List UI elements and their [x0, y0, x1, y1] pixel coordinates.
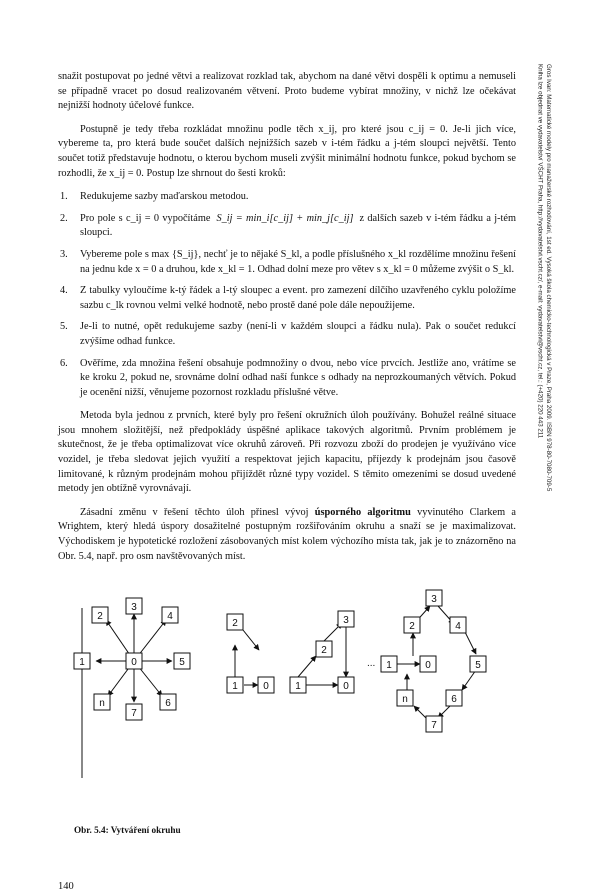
- cycle-node-label: n: [402, 694, 408, 705]
- small-b-node-label: 0: [343, 681, 349, 692]
- bold-term: úsporného algoritmu: [314, 506, 411, 518]
- figure-route-building: [70, 578, 510, 818]
- star-node-label: 1: [79, 657, 85, 668]
- star-node-label: 0: [131, 657, 137, 668]
- step-item: 5. Je-li to nutné, opět redukujeme sazby (není-li v každém sloupci a řádku nula). Pak o součet redukcí zvýšíme odhad funkce.: [60, 321, 516, 347]
- small-b-node-label: 1: [295, 681, 301, 692]
- step-item: 6. Ověříme, zda množina řešení obsahuje podmnožiny o dvou, nebo více prvcích. Jestliže ano, vrátíme se ke kroku 2, pokud ne, srovnáme dolní odhad naší funkce s odhady na neprozkoumaných větvích. Pokud je ocenění nižší, věnujeme pozornost rozkladu příslušné větve.: [60, 357, 516, 398]
- paragraph-1: snažit postupovat po jedné větvi a realizovat rozklad tak, abychom na dané větvi dospěli k optimu a nemuseli se případně vracet po dosud realizovaném větvení. Proto budeme vybírat množiny, v nichž lze očekávat nejnižší hodnoty účelové funkce.: [58, 71, 516, 112]
- small-a-node-label: 2: [232, 618, 238, 629]
- formula: S_ij = min_i[c_ij] + min_j[c_ij]: [216, 212, 354, 224]
- ellipsis: ...: [367, 658, 376, 669]
- paragraph-3: Metoda byla jednou z prvních, které byly pro řešení okružních úloh používány. Bohužel reálné situace jsou mnohem složitější, než předpoklády úspěšné aplikace takových algoritmů. Prvním problémem je skutečnost, že je třeba optimalizovat více okruhů zároveň. Při rozvozu zboží do prodejen je využíváno více vozidel, je třeba sledovat jejich využití a respektovat jejich kapacitu, příjezdy k prodejnám jsou časově limitované, k různým prodejnám mohou přijíždět různé typy vozidel. S těmito omezeními se dosud uvedené metody jen obtížně vyrovnávají.: [58, 410, 516, 495]
- star-node-label: 7: [131, 708, 137, 719]
- step-item: 3. Vybereme pole s max {S_ij}, nechť je to nějaké S_kl, a podle příslušného x_kl rozdělíme množinu řešení na jednu kde x = 0 a druhou, kde x_kl = 1. Odhad dolní meze pro větev s x_kl = 0 můžeme zvýšit o S_kl.: [60, 248, 516, 275]
- cycle-node-label: 1: [386, 660, 392, 671]
- page-body: [58, 70, 516, 573]
- cycle-node-label: 3: [431, 594, 437, 605]
- star-node-label: n: [99, 698, 105, 709]
- paragraph-2: Postupně je tedy třeba rozkládat množinu podle těch x_ij, pro které jsou c_ij = 0. Je-li jich více, vybereme ta, pro která bude součet dalších nejnižších sazeb v i-tém řádku a j-tém sloupci největší. Tento součet totiž představuje hodnotu, o kterou bychom museli zvýšit minimální hodnotu funkce, pokud bychom se rozhodli, že x_ij = 0. Postup lze shrnout do šesti kroků:: [58, 123, 516, 179]
- figure-caption: Obr. 5.4: Vytváření okruhu: [74, 825, 181, 835]
- small-b-node-label: 3: [343, 615, 349, 626]
- small-b-node-label: 2: [321, 645, 327, 656]
- small-a-node-label: 0: [263, 681, 269, 692]
- step-item: 1. Redukujeme sazby maďarskou metodou.: [60, 191, 249, 203]
- cycle-node-label: 5: [475, 660, 481, 671]
- cycle-node-label: 0: [425, 660, 431, 671]
- side-note: [535, 64, 552, 491]
- star-node-label: 3: [131, 602, 137, 613]
- star-node-label: 2: [97, 611, 103, 622]
- page-number: 140: [58, 881, 74, 892]
- paragraph-4: Zásadní změnu v řešení těchto úloh přinesl vývoj úsporného algoritmu vyvinutého Clarkem a Wrightem, který hledá úspory dosažitelné postupným rozšiřováním okruhu a snaží se je maximalizovat. Východiskem je hypotetické rozložení zásobovaných míst kolem výchozího místa tak, jak je to znázorněno na Obr. 5.4, např. pro osm navštěvovaných míst.: [58, 506, 516, 562]
- steps-list: [58, 190, 516, 400]
- cycle-node-label: 4: [455, 621, 461, 632]
- star-node-label: 6: [165, 698, 171, 709]
- step-item: 4. Z tabulky vyloučíme k-tý řádek a l-tý sloupec a event. pro zamezení dílčího uzavřeného cyklu položíme sazbu c_lk rovnou velmi velké hodnotě, nebo prostě dané pole dále nepoužijeme.: [60, 285, 516, 311]
- small-a-node-label: 1: [232, 681, 238, 692]
- step-item: 2. Pro pole s c_ij = 0 vypočítáme S_ij = min_i[c_ij] + min_j[c_ij] z dalších sazeb v i-tém řádku a j-tém sloupci.: [60, 212, 516, 239]
- cycle-node-label: 6: [451, 694, 457, 705]
- star-node-label: 5: [179, 657, 185, 668]
- side-note-line2: Kniha lze objednat ve vydavatelství VŠCHT Praha, http://vydavatelstvi.vscht.cz/, e-mail: vydavatelstvi@vscht.cz, tel.: (+420) 220 443 211: [536, 64, 544, 439]
- cycle-node-label: 7: [431, 720, 437, 731]
- cycle-node-label: 2: [409, 621, 415, 632]
- star-node-label: 4: [167, 611, 173, 622]
- side-note-line1: Gros Ivan: Matematické modely pro manažerské rozhodování, 1st ed. Vysoká škola chemicko-technologická v Praze, Praha 2009. ISBN 978-80-7080-709-5: [544, 64, 552, 492]
